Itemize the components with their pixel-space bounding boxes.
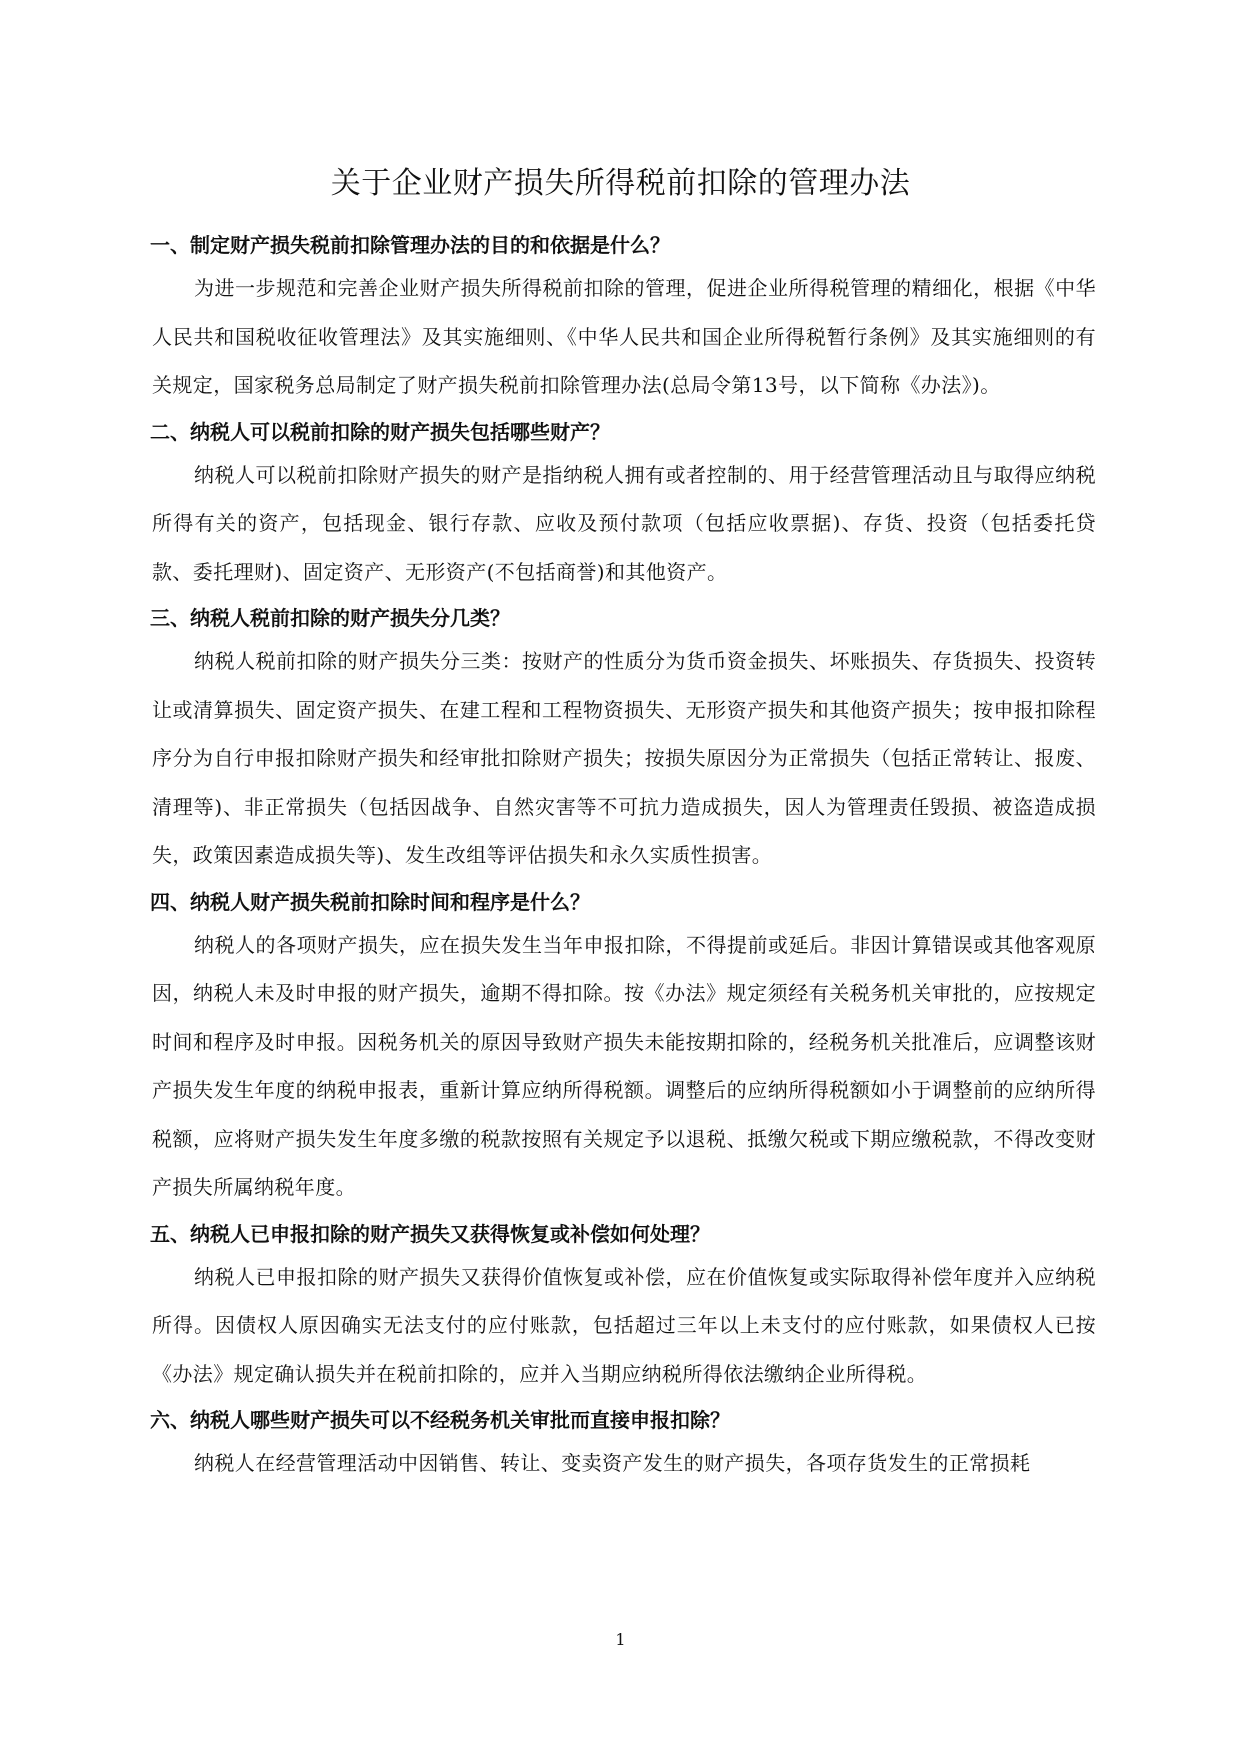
section-heading: 六、纳税人哪些财产损失可以不经税务机关审批而直接申报扣除？ (150, 1408, 730, 1432)
section-2 (152, 413, 1096, 597)
section-paragraph: 纳税人税前扣除的财产损失分三类：按财产的性质分为货币资金损失、坏账损失、存货损失、投资转让或清算损失、固定资产损失、在建工程和工程物资损失、无形资产损失和其他资产损失；按申报扣除程序分为自行申报扣除财产损失和经审批扣除财产损失；按损失原因分为正常损失（包括正常转让、报废、清理等)、非正常损失（包括因战争、自然灾害等不可抗力造成损失，因人为管理责任毁损、被盗造成损失，政策因素造成损失等)、发生改组等评估损失和永久实质性损害。 (152, 649, 1096, 867)
section-paragraph: 纳税人在经营管理活动中因销售、转让、变卖资产发生的财产损失，各项存货发生的正常损耗 (194, 1451, 1031, 1475)
section-3 (152, 599, 1096, 880)
section-heading: 四、纳税人财产损失税前扣除时间和程序是什么？ (150, 889, 590, 914)
section-paragraph: 纳税人已申报扣除的财产损失又获得价值恢复或补偿，应在价值恢复或实际取得补偿年度并入应纳税所得。因债权人原因确实无法支付的应付账款，包括超过三年以上未支付的应付账款，如果债权人已按《办法》规定确认损失并在税前扣除的，应并入当期应纳税所得依法缴纳企业所得税。 (152, 1264, 1096, 1386)
section-heading: 五、纳税人已申报扣除的财产损失又获得恢复或补偿如何处理？ (150, 1221, 710, 1246)
section-heading: 一、制定财产损失税前扣除管理办法的目的和依据是什么？ (150, 233, 670, 257)
document-title: 关于企业财产损失所得税前扣除的管理办法 (330, 166, 911, 201)
section-paragraph: 为进一步规范和完善企业财产损失所得税前扣除的管理，促进企业所得税管理的精细化，根据《中华人民共和国税收征收管理法》及其实施细则、《中华人民共和国企业所得税暂行条例》及其实施细则的有关规定，国家税务总局制定了财产损失税前扣除管理办法(总局令第13号，以下简称《办法》)。 (152, 276, 1096, 397)
section-5 (152, 1215, 1096, 1399)
section-heading: 三、纳税人税前扣除的财产损失分几类？ (150, 606, 510, 630)
section-6 (152, 1401, 1096, 1488)
section-4 (152, 883, 1096, 1212)
document-body (152, 226, 1096, 1491)
section-heading: 二、纳税人可以税前扣除的财产损失包括哪些财产？ (150, 419, 610, 444)
page-number: 1 (615, 1630, 626, 1649)
section-paragraph: 纳税人可以税前扣除财产损失的财产是指纳税人拥有或者控制的、用于经营管理活动且与取得应纳税所得有关的资产，包括现金、银行存款、应收及预付款项（包括应收票据)、存货、投资（包括委托贷款、委托理财)、固定资产、无形资产(不包括商誉)和其他资产。 (152, 462, 1096, 584)
section-1 (152, 226, 1096, 410)
section-paragraph: 纳税人的各项财产损失，应在损失发生当年申报扣除，不得提前或延后。非因计算错误或其他客观原因，纳税人未及时申报的财产损失，逾期不得扣除。按《办法》规定须经有关税务机关审批的，应按规定时间和程序及时申报。因税务机关的原因导致财产损失未能按期扣除的，经税务机关批准后，应调整该财产损失发生年度的纳税申报表，重新计算应纳所得税额。调整后的应纳所得税额如小于调整前的应纳所得税额，应将财产损失发生年度多缴的税款按照有关规定予以退税、抵缴欠税或下期应缴税款，不得改变财产损失所属纳税年度。 (152, 932, 1096, 1199)
